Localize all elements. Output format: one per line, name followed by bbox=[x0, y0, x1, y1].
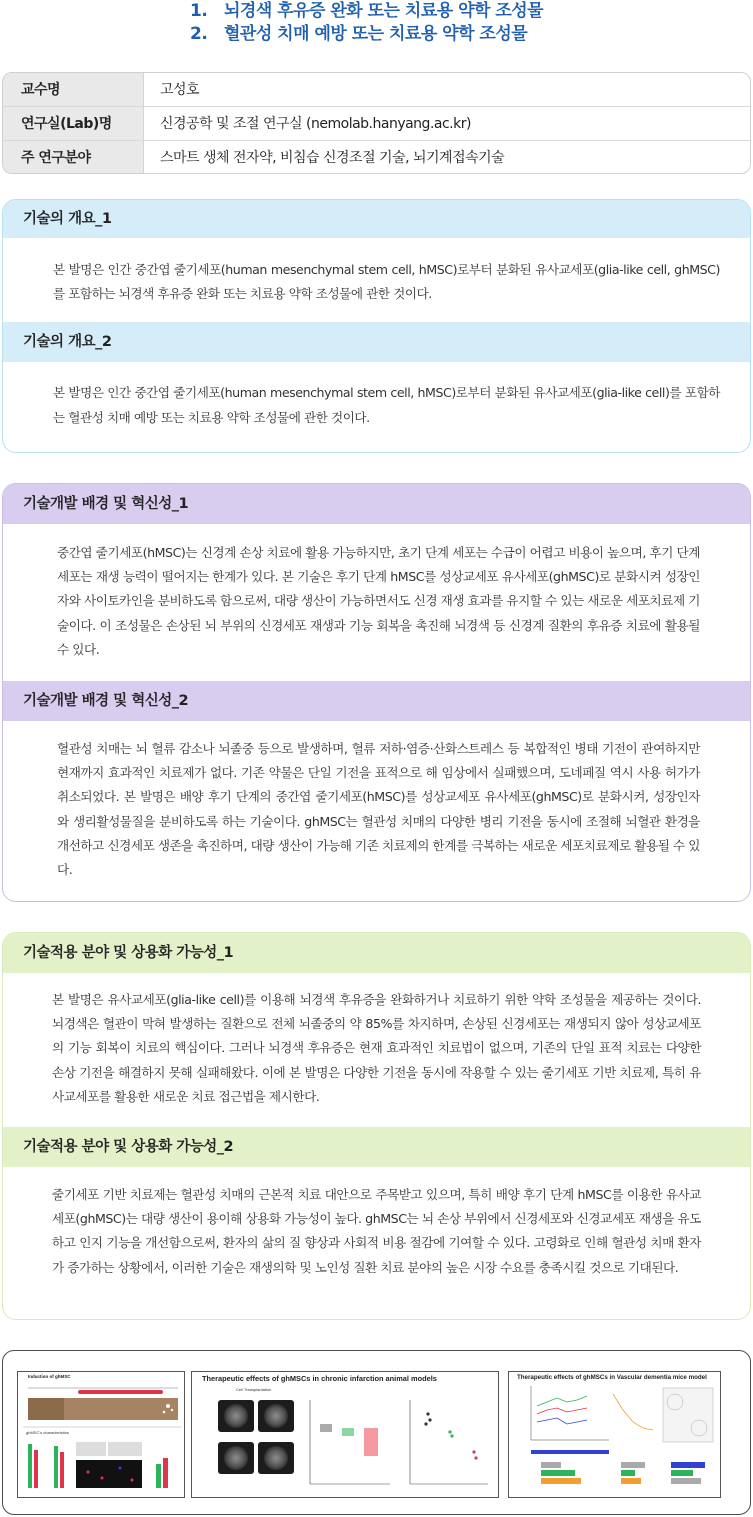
figure-induction-graphic bbox=[18, 1372, 185, 1498]
overview-text-1: 본 발명은 인간 중간엽 줄기세포(human mesenchymal stem cell, hMSC)로부터 분화된 유사교세포(glia-like cell, ghMSC)를 포함하는 뇌경색 후유증 완화 또는 치료용 약학 조성물에 관한 것이다. bbox=[53, 262, 720, 302]
document-titles bbox=[190, 0, 543, 46]
info-label: 교수명 bbox=[3, 73, 144, 106]
figure-induction-subtitle: ghMSC's characteristics bbox=[26, 1430, 69, 1435]
info-row-research bbox=[3, 141, 750, 174]
application-text-2: 줄기세포 기반 치료제는 혈관성 치매의 근본적 치료 대안으로 주목받고 있으며, 특히 배양 후기 단계 hMSC를 이용한 유사교세포(ghMSC)는 대량 생산이 용이해 상용화 가능성이 높다. ghMSC는 뇌 손상 부위에서 신경세포와 신경교세포 재생을 유도하고 인지 기능을 개선함으로써, 환자의 삶의 질 향상과 사회적 비용 절감에 기여할 수 있다. 고령화로 인해 혈관성 치매 환자가 증가하는 상황에서, 이러한 기술은 재생의학 및 노인성 질환 치료 분야의 높은 시장 수요를 충족시킬 것으로 기대된다. bbox=[52, 1187, 701, 1275]
figure-induction-title: Induction of ghMSC bbox=[28, 1374, 71, 1379]
info-row-professor bbox=[3, 73, 750, 107]
figure-dementia-title: Therapeutic effects of ghMSCs in Vascular dementia mice model bbox=[517, 1374, 707, 1381]
figure-dementia-plots bbox=[509, 1372, 721, 1498]
info-value: 스마트 생체 전자약, 비침습 신경조절 기술, 뇌기계접속기술 bbox=[160, 150, 505, 166]
info-value: 고성호 bbox=[160, 82, 200, 98]
info-table bbox=[2, 72, 751, 174]
figure-infarction bbox=[191, 1371, 499, 1498]
overview-text-2: 본 발명은 인간 중간엽 줄기세포(human mesenchymal stem cell, hMSC)로부터 분화된 유사교세포(glia-like cell)를 포함하는 혈관성 치매 예방 또는 치료용 약학 조성물에 관한 것이다. bbox=[53, 385, 720, 425]
application-heading-2: 기술적용 분야 및 상용화 가능성_2 bbox=[3, 1127, 750, 1167]
title-2: 2. 혈관성 치매 예방 또는 치료용 약학 조성물 bbox=[190, 24, 528, 44]
info-label: 연구실(Lab)명 bbox=[3, 107, 144, 140]
application-heading-1: 기술적용 분야 및 상용화 가능성_1 bbox=[3, 933, 750, 973]
figure-strip bbox=[2, 1350, 751, 1515]
info-label: 주 연구분야 bbox=[3, 141, 144, 174]
figure-dementia bbox=[508, 1371, 721, 1498]
title-1: 1. 뇌경색 후유증 완화 또는 치료용 약학 조성물 bbox=[190, 1, 544, 21]
application-text-1: 본 발명은 유사교세포(glia-like cell)를 이용해 뇌경색 후유증을 완화하거나 치료하기 위한 약학 조성물을 제공하는 것이다. 뇌경색은 혈관이 막혀 발생하는 질환으로 전체 뇌졸중의 약 85%를 차지하며, 손상된 신경세포는 재생되지 않아 성상교세포의 기능 회복이 치료의 핵심이다. 그러나 뇌경색 후유증은 현재 효과적인 치료법이 없으며, 기존의 단일 표적 치료는 다양한 손상 기전을 해결하지 못해 실패해왔다. 이에 본 발명은 다양한 기전을 동시에 작용할 수 있는 줄기세포 기반 치료제, 특히 유사교세포를 활용한 새로운 치료 접근법을 제시한다. bbox=[52, 992, 701, 1104]
overview-heading-2: 기술의 개요_2 bbox=[3, 322, 750, 362]
overview-section bbox=[2, 199, 751, 453]
figure-infarction-plots bbox=[192, 1372, 499, 1498]
info-value: 신경공학 및 조절 연구실 (nemolab.hanyang.ac.kr) bbox=[160, 116, 471, 132]
info-row-lab bbox=[3, 107, 750, 141]
background-text-1: 중간엽 줄기세포(hMSC)는 신경계 손상 치료에 활용 가능하지만, 초기 단계 세포는 수급이 어렵고 비용이 높으며, 후기 단계 세포는 재생 능력이 떨어지는 한계가 있다. 본 기술은 후기 단계 hMSC를 성상교세포 유사세포(ghMSC)로 분화시켜 성장인자와 사이토카인을 분비하도록 함으로써, 대량 생산이 가능하면서도 신경 재생 효과를 유지할 수 있는 새로운 세포치료제 기술이다. 이 조성물은 손상된 뇌 부위의 신경세포 재생과 기능 회복을 촉진해 뇌경색 등 신경계 질환의 후유증 치료에 활용될 수 있다. bbox=[57, 545, 700, 657]
figure-infarction-subtitle: Cell Transplantation bbox=[236, 1387, 272, 1392]
application-section bbox=[2, 932, 751, 1320]
background-text-2: 혈관성 치매는 뇌 혈류 감소나 뇌졸중 등으로 발생하며, 혈류 저하·염증·산화스트레스 등 복합적인 병태 기전이 관여하지만 현재까지 효과적인 치료제가 없다. 기존 약물은 단일 기전을 표적으로 해 임상에서 실패했으며, 도네페질 역시 사용 허가가 취소되었다. 본 발명은 배양 후기 단계의 중간엽 줄기세포(hMSC)를 성상교세포 유사세포(ghMSC)로 분화시켜, 성장인자와 생리활성물질을 분비하도록 하는 기술이다. ghMSC는 혈관성 치매의 다양한 병리 기전을 동시에 조절해 뇌혈관 환경을 개선하고 신경세포 생존을 촉진하며, 대량 생산이 가능해 기존 치료제의 한계를 극복하는 새로운 세포치료제로 활용될 수 있다. bbox=[57, 741, 700, 878]
background-heading-1: 기술개발 배경 및 혁신성_1 bbox=[3, 484, 750, 524]
background-heading-2: 기술개발 배경 및 혁신성_2 bbox=[3, 681, 750, 721]
background-section bbox=[2, 483, 751, 902]
figure-induction bbox=[17, 1371, 185, 1498]
overview-heading-1: 기술의 개요_1 bbox=[3, 200, 750, 238]
figure-infarction-title: Therapeutic effects of ghMSCs in chronic infarction animal models bbox=[202, 1374, 437, 1383]
